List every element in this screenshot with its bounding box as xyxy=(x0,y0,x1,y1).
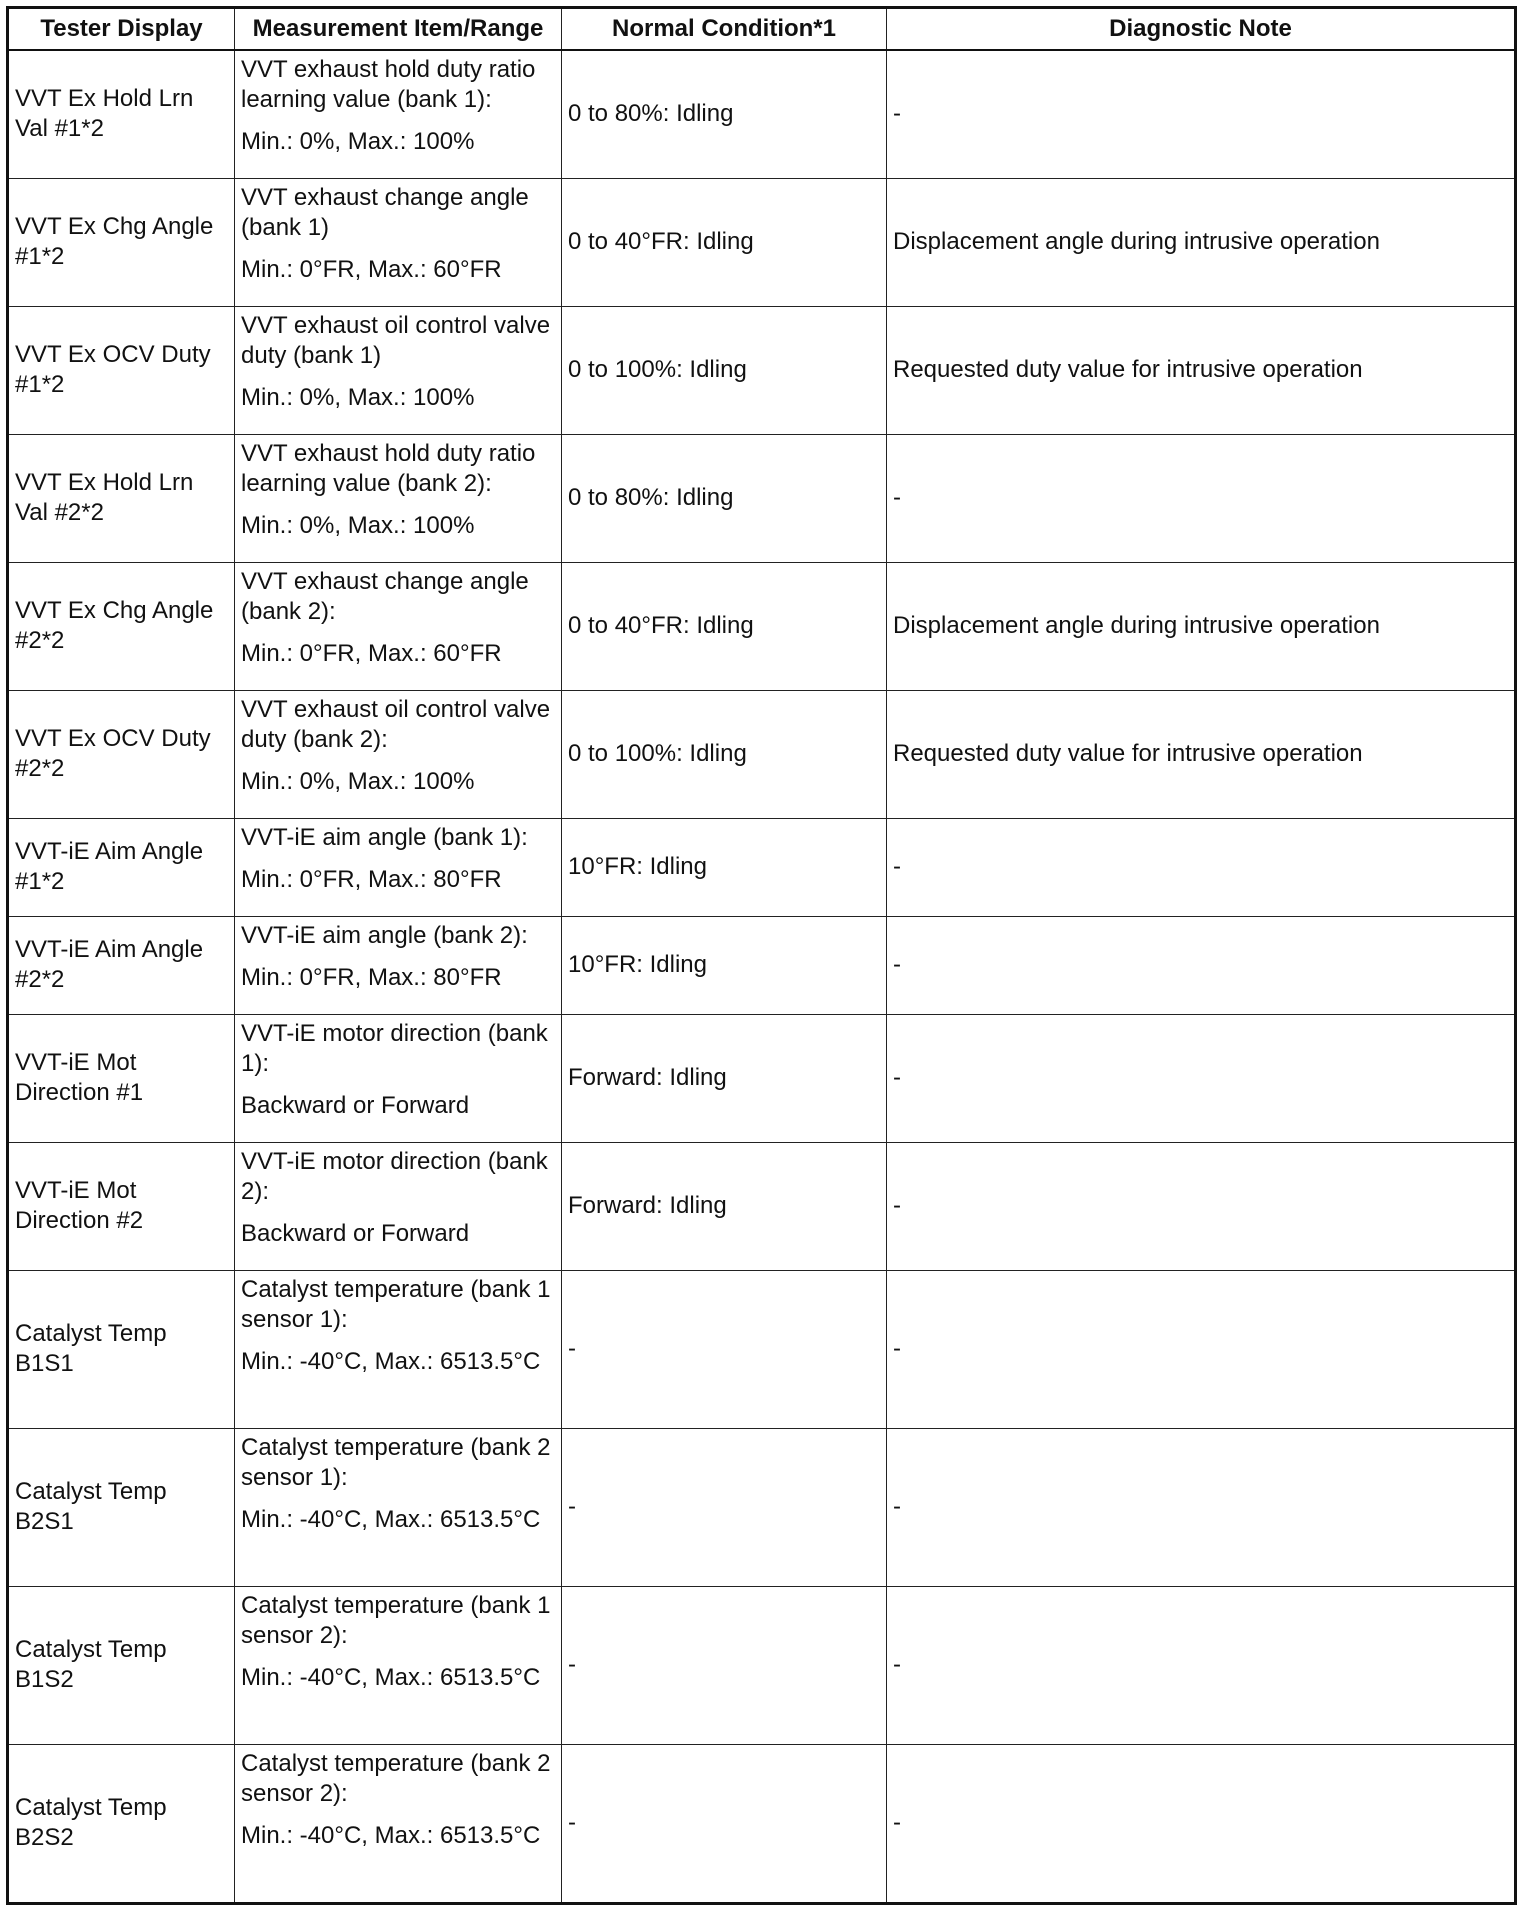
header-row xyxy=(8,8,1516,51)
measurement-item-cell xyxy=(235,1428,562,1586)
measurement-item-text: Catalyst temperature (bank 2 sensor 2): xyxy=(241,1749,551,1807)
spacer xyxy=(241,755,555,767)
measurement-range-text: Min.: 0%, Max.: 100% xyxy=(241,511,475,539)
measurement-item-cell xyxy=(235,1142,562,1270)
table-body xyxy=(8,50,1516,1903)
measurement-item-text: Catalyst temperature (bank 2 sensor 1): xyxy=(241,1433,551,1491)
measurement-item-cell xyxy=(235,306,562,434)
normal-condition-cell: - xyxy=(562,1586,887,1744)
spacer xyxy=(241,1809,555,1821)
spacer xyxy=(241,627,555,639)
normal-condition-cell: 0 to 100%: Idling xyxy=(562,306,887,434)
spacer xyxy=(241,243,555,255)
tester-display-cell: VVT Ex Chg Angle #1*2 xyxy=(8,178,235,306)
diagnostic-note-cell: - xyxy=(887,434,1516,562)
measurement-item-text: VVT-iE aim angle (bank 1): xyxy=(241,823,528,851)
tester-display-cell: VVT Ex OCV Duty #1*2 xyxy=(8,306,235,434)
diagnostic-note-cell: - xyxy=(887,1586,1516,1744)
diagnostic-note-cell: - xyxy=(887,1428,1516,1586)
diagnostic-note-cell: - xyxy=(887,1744,1516,1903)
tester-display-cell: VVT-iE Aim Angle #1*2 xyxy=(8,818,235,916)
header-measurement-item: Measurement Item/Range xyxy=(235,8,562,51)
measurement-item-cell xyxy=(235,562,562,690)
measurement-item-cell xyxy=(235,1744,562,1903)
table-row xyxy=(8,1586,1516,1744)
tester-display-cell: Catalyst Temp B2S2 xyxy=(8,1744,235,1903)
diagnostic-note-cell: Displacement angle during intrusive operation xyxy=(887,562,1516,690)
measurement-item-cell xyxy=(235,818,562,916)
tester-display-cell: VVT Ex OCV Duty #2*2 xyxy=(8,690,235,818)
normal-condition-cell: - xyxy=(562,1428,887,1586)
diagnostic-note-cell: Requested duty value for intrusive operation xyxy=(887,306,1516,434)
tester-display-cell: Catalyst Temp B1S1 xyxy=(8,1270,235,1428)
measurement-item-cell xyxy=(235,178,562,306)
diagnostic-note-cell: - xyxy=(887,1142,1516,1270)
spacer xyxy=(241,1335,555,1347)
measurement-range-text: Min.: 0°FR, Max.: 80°FR xyxy=(241,865,502,893)
table-row xyxy=(8,434,1516,562)
table-row xyxy=(8,562,1516,690)
measurement-range-text: Min.: -40°C, Max.: 6513.5°C xyxy=(241,1347,541,1375)
measurement-item-text: Catalyst temperature (bank 1 sensor 2): xyxy=(241,1591,551,1649)
diagnostic-note-cell: - xyxy=(887,1270,1516,1428)
tester-display-cell: Catalyst Temp B1S2 xyxy=(8,1586,235,1744)
table-row xyxy=(8,818,1516,916)
measurement-item-cell xyxy=(235,916,562,1014)
measurement-range-text: Backward or Forward xyxy=(241,1091,470,1119)
measurement-range-text: Min.: 0°FR, Max.: 60°FR xyxy=(241,639,502,667)
measurement-range-text: Backward or Forward xyxy=(241,1219,470,1247)
tester-display-cell: VVT-iE Aim Angle #2*2 xyxy=(8,916,235,1014)
measurement-range-text: Min.: -40°C, Max.: 6513.5°C xyxy=(241,1821,541,1849)
tester-display-cell: VVT Ex Chg Angle #2*2 xyxy=(8,562,235,690)
table-row xyxy=(8,1428,1516,1586)
spacer xyxy=(241,1207,555,1219)
measurement-item-text: VVT exhaust hold duty ratio learning value (bank 1): xyxy=(241,56,536,113)
diagnostic-note-cell: - xyxy=(887,50,1516,178)
normal-condition-cell: 0 to 40°FR: Idling xyxy=(562,562,887,690)
table-row xyxy=(8,1270,1516,1428)
header-diagnostic-note: Diagnostic Note xyxy=(887,8,1516,51)
tester-display-cell: Catalyst Temp B2S1 xyxy=(8,1428,235,1586)
normal-condition-cell: - xyxy=(562,1744,887,1903)
diagnostic-note-cell: - xyxy=(887,1014,1516,1142)
measurement-item-cell xyxy=(235,1014,562,1142)
diagnostic-note-cell: - xyxy=(887,916,1516,1014)
normal-condition-cell: 10°FR: Idling xyxy=(562,916,887,1014)
measurement-range-text: Min.: 0°FR, Max.: 60°FR xyxy=(241,255,502,283)
measurement-item-cell xyxy=(235,50,562,178)
measurement-item-text: VVT exhaust change angle (bank 2): xyxy=(241,567,529,625)
measurement-range-text: Min.: 0%, Max.: 100% xyxy=(241,383,475,411)
measurement-item-cell xyxy=(235,434,562,562)
spacer xyxy=(241,115,555,127)
table-row xyxy=(8,178,1516,306)
normal-condition-cell: Forward: Idling xyxy=(562,1014,887,1142)
normal-condition-cell: Forward: Idling xyxy=(562,1142,887,1270)
normal-condition-cell: 0 to 40°FR: Idling xyxy=(562,178,887,306)
normal-condition-cell: - xyxy=(562,1270,887,1428)
normal-condition-cell: 0 to 80%: Idling xyxy=(562,50,887,178)
table-row xyxy=(8,1014,1516,1142)
measurement-range-text: Min.: 0%, Max.: 100% xyxy=(241,128,475,155)
measurement-item-text: VVT exhaust change angle (bank 1) xyxy=(241,183,529,241)
tester-display-cell: VVT-iE Mot Direction #1 xyxy=(8,1014,235,1142)
spacer xyxy=(241,853,555,865)
diagnostic-note-cell: Displacement angle during intrusive operation xyxy=(887,178,1516,306)
spacer xyxy=(241,1079,555,1091)
spacer xyxy=(241,499,555,511)
spacer xyxy=(241,371,555,383)
table-row xyxy=(8,50,1516,178)
measurement-item-text: VVT exhaust oil control valve duty (bank 2): xyxy=(241,695,551,753)
measurement-item-text: VVT-iE motor direction (bank 1): xyxy=(241,1019,548,1077)
normal-condition-cell: 10°FR: Idling xyxy=(562,818,887,916)
spacer xyxy=(241,1493,555,1505)
measurement-item-text: VVT exhaust hold duty ratio learning value (bank 2): xyxy=(241,439,536,497)
measurement-item-text: VVT-iE aim angle (bank 2): xyxy=(241,921,528,949)
header-normal-condition: Normal Condition*1 xyxy=(562,8,887,51)
header-tester-display: Tester Display xyxy=(8,8,235,51)
measurement-item-cell xyxy=(235,1586,562,1744)
measurement-item-text: VVT-iE motor direction (bank 2): xyxy=(241,1147,548,1205)
tester-display-cell: VVT Ex Hold Lrn Val #1*2 xyxy=(8,50,235,178)
data-list-table xyxy=(6,6,1517,1905)
diagnostic-note-cell: Requested duty value for intrusive operation xyxy=(887,690,1516,818)
normal-condition-cell: 0 to 100%: Idling xyxy=(562,690,887,818)
measurement-range-text: Min.: 0%, Max.: 100% xyxy=(241,767,475,795)
spacer xyxy=(241,1651,555,1663)
measurement-range-text: Min.: -40°C, Max.: 6513.5°C xyxy=(241,1505,541,1533)
measurement-item-text: Catalyst temperature (bank 1 sensor 1): xyxy=(241,1275,551,1333)
spacer xyxy=(241,951,555,963)
measurement-range-text: Min.: 0°FR, Max.: 80°FR xyxy=(241,963,502,991)
normal-condition-cell: 0 to 80%: Idling xyxy=(562,434,887,562)
diagnostic-note-cell: - xyxy=(887,818,1516,916)
measurement-item-cell xyxy=(235,1270,562,1428)
tester-display-cell: VVT-iE Mot Direction #2 xyxy=(8,1142,235,1270)
table-row xyxy=(8,1142,1516,1270)
table-row xyxy=(8,306,1516,434)
table-row xyxy=(8,1744,1516,1903)
measurement-item-text: VVT exhaust oil control valve duty (bank 1) xyxy=(241,311,551,369)
measurement-item-cell xyxy=(235,690,562,818)
measurement-range-text: Min.: -40°C, Max.: 6513.5°C xyxy=(241,1663,541,1691)
tester-display-cell: VVT Ex Hold Lrn Val #2*2 xyxy=(8,434,235,562)
table-row xyxy=(8,916,1516,1014)
table-row xyxy=(8,690,1516,818)
